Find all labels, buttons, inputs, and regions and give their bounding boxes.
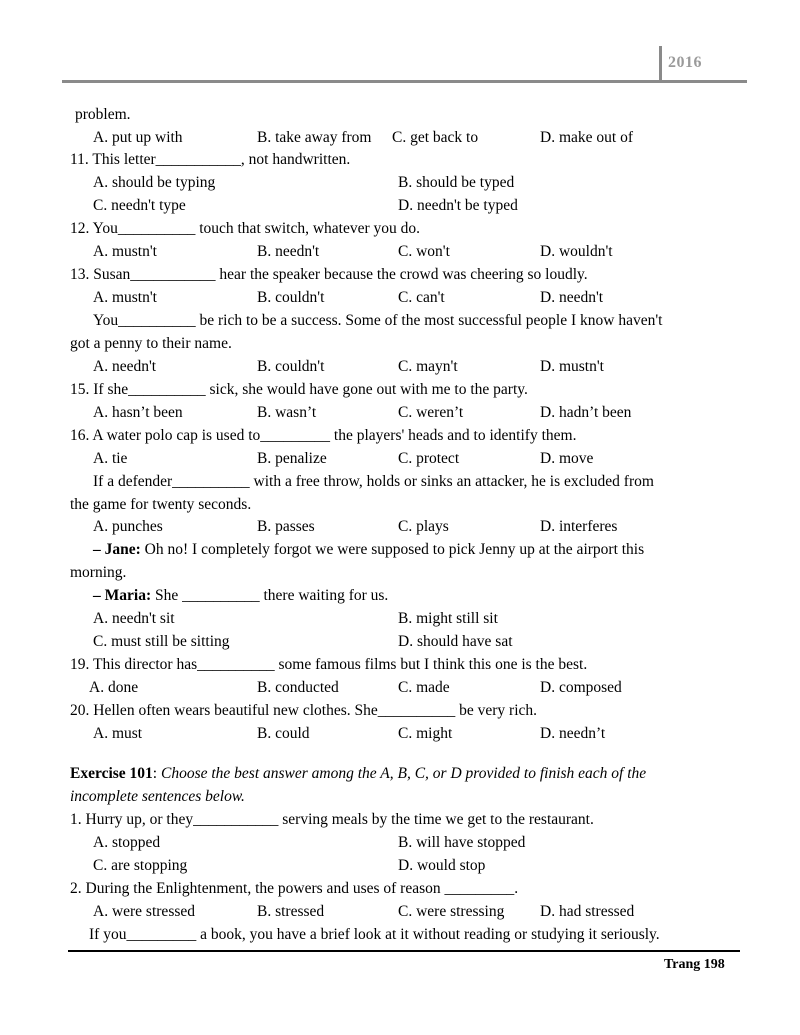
q14-option-c: C. mayn't: [398, 358, 458, 375]
footer-rule: [68, 950, 740, 952]
q11-option-b: B. should be typed: [398, 174, 515, 191]
q18-jane-label: – Jane:: [93, 541, 141, 558]
q10-option-a: A. put up with: [93, 129, 183, 146]
q13-option-d: D. needn't: [540, 289, 604, 306]
q10-stem: problem.: [75, 106, 131, 123]
e1-option-a: A. stopped: [93, 834, 161, 851]
q14-option-d: D. mustn't: [540, 358, 604, 375]
header-year: 2016: [668, 54, 702, 71]
e2-option-c: C. were stressing: [398, 903, 505, 920]
q18-maria-text: She __________ there waiting for us.: [151, 587, 389, 604]
exercise-instruction-line1: Choose the best answer among the A, B, C, or D provided to finish each of the: [160, 765, 647, 782]
exercise-title-sep: :: [152, 765, 161, 782]
q16-stem: 16. A water polo cap is used to_________ the players' heads and to identify them.: [70, 427, 577, 444]
q15-stem: 15. If she__________ sick, she would have gone out with me to the party.: [70, 381, 528, 398]
e3-stem: If you_________ a book, you have a brief look at it without reading or studying it seriously.: [89, 926, 660, 943]
q13-option-c: C. can't: [398, 289, 445, 306]
q19-option-c: C. made: [398, 679, 450, 696]
exercise-instruction-line2: [70, 787, 245, 807]
e2-option-b: B. stressed: [257, 903, 325, 920]
header-rule: [62, 80, 747, 83]
q17-option-b: B. passes: [257, 518, 315, 535]
q19-option-b: B. conducted: [257, 679, 339, 696]
q16-option-b: B. penalize: [257, 450, 327, 467]
q17-stem-line2: the game for twenty seconds.: [70, 496, 252, 513]
q17-option-c: C. plays: [398, 518, 449, 535]
q12-option-c: C. won't: [398, 243, 450, 260]
e1-option-c: C. are stopping: [93, 857, 188, 874]
q18-option-b: B. might still sit: [398, 610, 498, 627]
q17-option-a: A. punches: [93, 518, 163, 535]
q18-jane-line: [93, 540, 644, 560]
e2-option-a: A. were stressed: [93, 903, 196, 920]
header-divider-tick: [659, 46, 662, 82]
q13-option-b: B. couldn't: [257, 289, 325, 306]
q20-option-c: C. might: [398, 725, 453, 742]
e2-stem: 2. During the Enlightenment, the powers and uses of reason _________.: [70, 880, 519, 897]
q10-option-c: C. get back to: [392, 129, 479, 146]
q13-stem: 13. Susan___________ hear the speaker because the crowd was cheering so loudly.: [70, 266, 588, 283]
q14-option-a: A. needn't: [93, 358, 157, 375]
page-number: Trang 198: [664, 957, 725, 972]
q17-stem-line1: If a defender__________ with a free throw, holds or sinks an attacker, he is excluded from: [93, 473, 654, 490]
q14-option-b: B. couldn't: [257, 358, 325, 375]
q19-option-d: D. composed: [540, 679, 622, 696]
q15-option-c: C. weren’t: [398, 404, 464, 421]
q20-stem: 20. Hellen often wears beautiful new clothes. She__________ be very rich.: [70, 702, 538, 719]
q10-option-b: B. take away from: [257, 129, 372, 146]
q20-option-d: D. needn’t: [540, 725, 606, 742]
q18-option-a: A. needn't sit: [93, 610, 175, 627]
q14-stem-line1: You__________ be rich to be a success. Some of the most successful people I know haven't: [93, 312, 663, 329]
q13-option-a: A. mustn't: [93, 289, 157, 306]
q15-option-a: A. hasn’t been: [93, 404, 183, 421]
q11-option-a: A. should be typing: [93, 174, 216, 191]
q19-option-a: A. done: [89, 679, 139, 696]
exercise-heading: [70, 764, 646, 784]
e2-option-d: D. had stressed: [540, 903, 635, 920]
q20-option-a: A. must: [93, 725, 143, 742]
q17-option-d: D. interferes: [540, 518, 618, 535]
q12-option-a: A. mustn't: [93, 243, 157, 260]
q18-option-c: C. must still be sitting: [93, 633, 230, 650]
q10-option-d: D. make out of: [540, 129, 633, 146]
q16-option-a: A. tie: [93, 450, 128, 467]
q15-option-d: D. hadn’t been: [540, 404, 632, 421]
q18-maria-line: [93, 586, 388, 606]
q19-stem: 19. This director has__________ some famous films but I think this one is the best.: [70, 656, 588, 673]
q20-option-b: B. could: [257, 725, 310, 742]
e1-option-b: B. will have stopped: [398, 834, 526, 851]
q11-option-d: D. needn't be typed: [398, 197, 518, 214]
q11-stem: 11. This letter___________, not handwritten.: [70, 151, 351, 168]
exercise-instruction-text2: incomplete sentences below.: [70, 788, 245, 805]
e1-option-d: D. would stop: [398, 857, 486, 874]
q12-stem: 12. You__________ touch that switch, whatever you do.: [70, 220, 421, 237]
q18-maria-label: – Maria:: [93, 587, 152, 604]
q18-jane-text: Oh no! I completely forgot we were supposed to pick Jenny up at the airport this: [140, 541, 645, 558]
q12-option-b: B. needn't: [257, 243, 320, 260]
q18-jane-line2: morning.: [70, 564, 127, 581]
q12-option-d: D. wouldn't: [540, 243, 613, 260]
exercise-title: Exercise 101: [70, 765, 153, 782]
q18-option-d: D. should have sat: [398, 633, 513, 650]
q11-option-c: C. needn't type: [93, 197, 186, 214]
q14-stem-line2: got a penny to their name.: [70, 335, 232, 352]
e1-stem: 1. Hurry up, or they___________ serving meals by the time we get to the restaurant.: [70, 811, 594, 828]
q16-option-c: C. protect: [398, 450, 460, 467]
q15-option-b: B. wasn’t: [257, 404, 317, 421]
q16-option-d: D. move: [540, 450, 594, 467]
